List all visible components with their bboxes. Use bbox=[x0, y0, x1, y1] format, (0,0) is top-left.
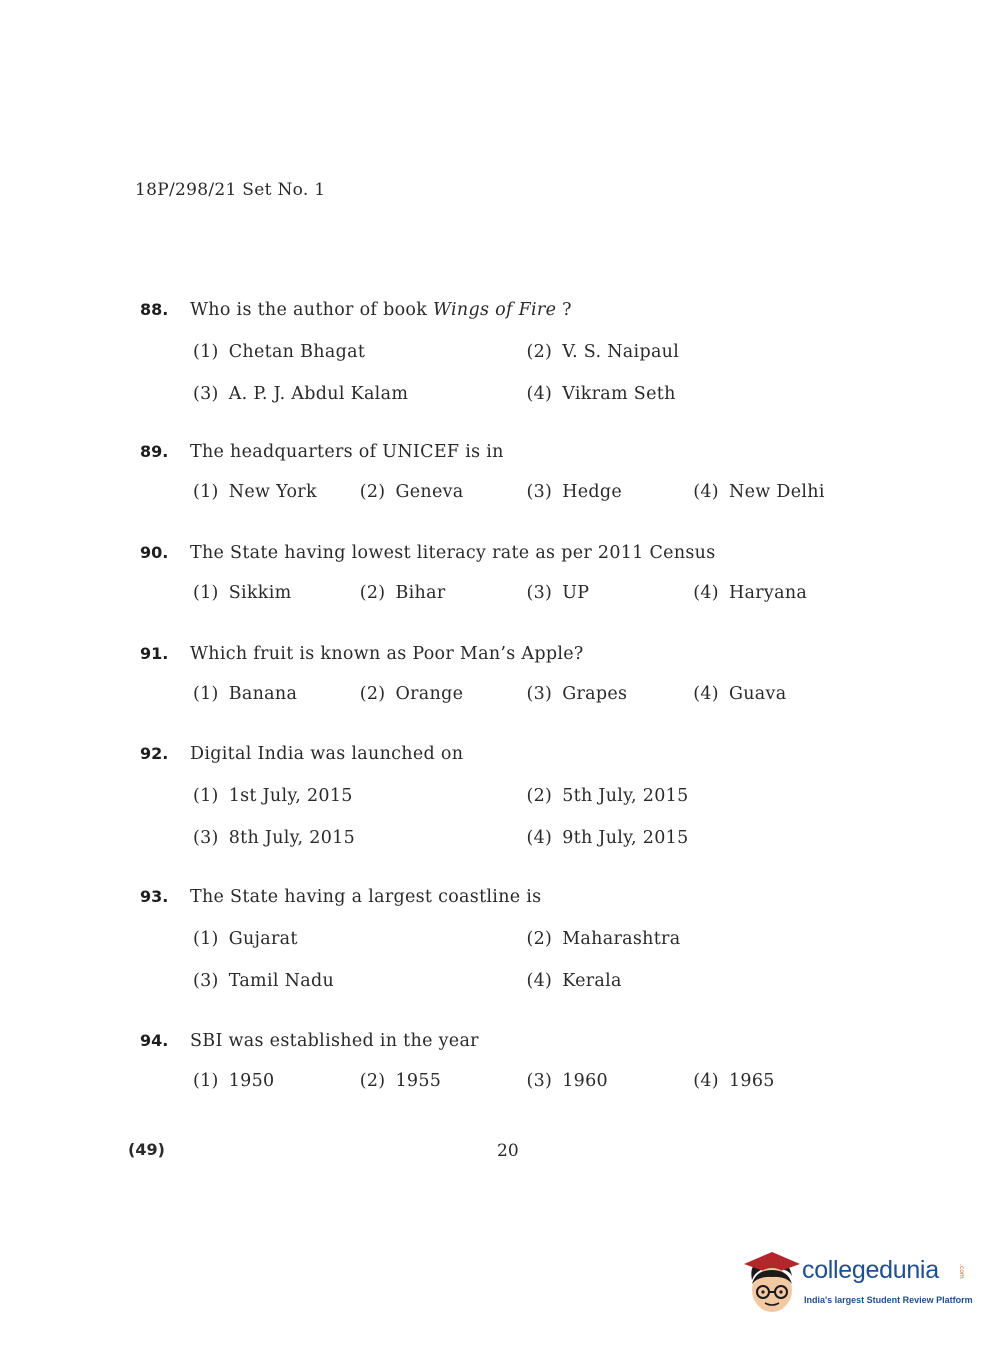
question-number: 91. bbox=[140, 644, 169, 663]
option-2: (2) V. S. Naipaul bbox=[526, 342, 680, 362]
question-text: The State having lowest literacy rate as per 2011 Census bbox=[190, 543, 716, 563]
option-2: (2) Orange bbox=[359, 684, 464, 704]
option-3: (3) Tamil Nadu bbox=[193, 971, 335, 991]
options bbox=[193, 684, 860, 726]
option-1: (1) New York bbox=[193, 482, 317, 502]
question-90 bbox=[140, 543, 860, 625]
question-number: 93. bbox=[140, 887, 169, 906]
option-3: (3) A. P. J. Abdul Kalam bbox=[193, 384, 409, 404]
option-3: (3) Grapes bbox=[526, 684, 628, 704]
question-89 bbox=[140, 442, 860, 524]
question-text: Digital India was launched on bbox=[190, 744, 464, 764]
question-number: 92. bbox=[140, 744, 169, 763]
question-number: 88. bbox=[140, 300, 169, 319]
collegedunia-watermark bbox=[742, 1250, 972, 1320]
options bbox=[193, 583, 860, 625]
question-88 bbox=[140, 300, 860, 426]
options bbox=[193, 482, 860, 524]
question-text: SBI was established in the year bbox=[190, 1031, 479, 1051]
question-text: The headquarters of UNICEF is in bbox=[190, 442, 504, 462]
option-1: (1) 1950 bbox=[193, 1071, 275, 1091]
options bbox=[193, 786, 860, 870]
question-text: The State having a largest coastline is bbox=[190, 887, 542, 907]
option-4: (4) 9th July, 2015 bbox=[526, 828, 689, 848]
option-2: (2) 1955 bbox=[359, 1071, 442, 1091]
page-number: 20 bbox=[497, 1141, 519, 1161]
question-91 bbox=[140, 644, 860, 726]
option-2: (2) Maharashtra bbox=[526, 929, 681, 949]
question-text: Which fruit is known as Poor Man’s Apple? bbox=[190, 644, 584, 664]
question-text: Who is the author of book Wings of Fire ? bbox=[190, 300, 572, 320]
option-1: (1) 1st July, 2015 bbox=[193, 786, 353, 806]
mascot-icon bbox=[742, 1250, 802, 1316]
option-1: (1) Sikkim bbox=[193, 583, 292, 603]
question-93 bbox=[140, 887, 860, 1013]
option-3: (3) Hedge bbox=[526, 482, 623, 502]
question-94 bbox=[140, 1031, 860, 1113]
option-2: (2) Geneva bbox=[359, 482, 464, 502]
option-4: (4) Vikram Seth bbox=[526, 384, 676, 404]
option-3: (3) 8th July, 2015 bbox=[193, 828, 356, 848]
brand-name: collegedunia bbox=[802, 1256, 939, 1284]
option-1: (1) Gujarat bbox=[193, 929, 298, 949]
option-4: (4) Kerala bbox=[526, 971, 622, 991]
options bbox=[193, 342, 860, 426]
question-92 bbox=[140, 744, 860, 870]
option-4: (4) Guava bbox=[693, 684, 787, 704]
set-code: 18P/298/21 Set No. 1 bbox=[135, 180, 326, 200]
option-3: (3) UP bbox=[526, 583, 590, 603]
option-4: (4) 1965 bbox=[693, 1071, 775, 1091]
brand-domain: .com bbox=[958, 1264, 965, 1279]
options bbox=[193, 1071, 860, 1113]
question-number: 89. bbox=[140, 442, 169, 461]
option-3: (3) 1960 bbox=[526, 1071, 608, 1091]
options bbox=[193, 929, 860, 1013]
option-1: (1) Banana bbox=[193, 684, 298, 704]
brand-tagline: India's largest Student Review Platform bbox=[804, 1295, 973, 1305]
question-number: 94. bbox=[140, 1031, 169, 1050]
option-2: (2) 5th July, 2015 bbox=[526, 786, 689, 806]
option-4: (4) New Delhi bbox=[693, 482, 825, 502]
option-1: (1) Chetan Bhagat bbox=[193, 342, 366, 362]
option-4: (4) Haryana bbox=[693, 583, 808, 603]
question-number: 90. bbox=[140, 543, 169, 562]
option-2: (2) Bihar bbox=[359, 583, 446, 603]
page-code: (49) bbox=[128, 1140, 165, 1159]
